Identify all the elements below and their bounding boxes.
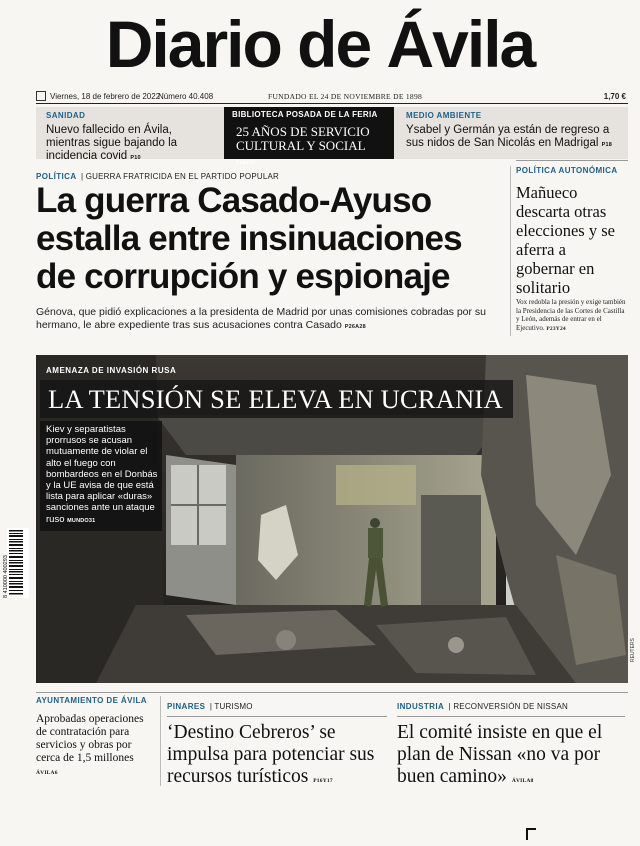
promo-biblioteca[interactable]: [224, 107, 394, 166]
page-ref: ÁVILA6: [36, 770, 58, 776]
side-body: [516, 298, 628, 333]
bottom-tag: INDUSTRIA: [397, 702, 445, 711]
barcode: [7, 528, 29, 598]
bottom-headline: El comité insiste en que el plan de Nissan «no va por buen camino»: [397, 722, 603, 787]
lead-summary: [36, 306, 496, 334]
divider: [167, 716, 387, 717]
photo-caption-text: Kiev y separatistas prorrusos se acusan mutuamente de violar el alto el fuego con bombardeos en el Donbás y la UE avisa de que está lista para aplicar «duras» sanciones ante un ataque ruso: [46, 424, 158, 525]
corner-mark-icon: [526, 828, 536, 840]
lead-subtag: GUERRA FRATRICIDA EN EL PARTIDO POPULAR: [85, 172, 280, 181]
page-ref: P10: [130, 155, 141, 161]
side-headline[interactable]: Mañueco descarta otras elecciones y se aferra a gobernar en solitario: [516, 183, 615, 297]
photo-title[interactable]: LA TENSIÓN SE ELEVA EN UCRANIA: [40, 380, 513, 418]
headline-line: La guerra Casado-Ayuso: [36, 181, 432, 220]
headline-line: estalla entre insinuaciones: [36, 219, 462, 258]
bottom-tag: PINARES: [167, 702, 206, 711]
page-ref: P26A28: [344, 324, 366, 330]
promo-text: 25 AÑOS DE SERVICIO CULTURAL Y SOCIAL: [236, 124, 370, 153]
teaser-sanidad[interactable]: [46, 111, 216, 165]
lead-summary-text: Génova, que pidió explicaciones a la presidenta de Madrid por unas comisiones cobradas por su hermano, le abre expediente tras sus acusaciones contra Casado: [36, 306, 487, 331]
bottom-text: Aprobadas operaciones de contratación para servicios y obras por cerca de 1,5 millones: [36, 713, 144, 764]
teaser-tag: MEDIO AMBIENTE: [406, 111, 482, 120]
divider: [36, 103, 628, 104]
page-ref: P23Y24: [546, 325, 566, 332]
side-body-text: Vox redobla la presión y exige también la Presidencia de las Cortes de Castilla y León, además de entrar en el Ejecutivo.: [516, 298, 626, 332]
founded-line: FUNDADO EL 24 DE NOVIEMBRE DE 1898: [268, 92, 423, 101]
house-icon: [36, 91, 46, 101]
bottom-subtag: TURISMO: [214, 702, 253, 711]
bottom-story-right[interactable]: INDUSTRIA | RECONVERSIÓN DE NISSAN El comité insiste en que el plan de Nissan «no va por buen camino» ÁVILA8: [397, 696, 625, 792]
price: 1,70 €: [603, 92, 626, 101]
dateline: [36, 91, 628, 102]
issue-number: Número 40.408: [158, 92, 214, 101]
masthead-title: Diario de Ávila: [105, 7, 535, 81]
divider: [36, 692, 628, 693]
page-ref: MUNDO31: [67, 517, 96, 524]
teaser-text: Ysabel y Germán ya están de regreso a sus nidos de San Nicolás en Madrigal: [406, 124, 610, 149]
bottom-headline: ‘Destino Cebreros’ se impulsa para potenciar sus recursos turísticos: [167, 722, 375, 787]
lead-kicker: POLÍTICA | GUERRA FRATRICIDA EN EL PARTIDO POPULAR: [36, 172, 280, 181]
page-ref: P16Y17: [313, 778, 333, 784]
lead-headline[interactable]: [36, 182, 511, 296]
bottom-tag: AYUNTAMIENTO DE ÁVILA: [36, 696, 147, 705]
teaser-tag: SANIDAD: [46, 111, 86, 120]
headline-line: de corrupción y espionaje: [36, 257, 450, 296]
photo-kicker: AMENAZA DE INVASIÓN RUSA: [46, 366, 177, 375]
barcode-number: 8 410000 400293: [3, 555, 9, 598]
barcode-icon: [7, 528, 29, 598]
page-ref: P14Y15: [236, 160, 256, 166]
lead-tag: POLÍTICA: [36, 172, 77, 181]
page-ref: P18: [601, 142, 613, 148]
photo-caption: [40, 421, 162, 531]
divider: [516, 160, 628, 161]
bottom-subtag: RECONVERSIÓN DE NISSAN: [453, 702, 568, 711]
bottom-story-center[interactable]: PINARES | TURISMO ‘Destino Cebreros’ se impulsa para potenciar sus recursos turísticos P16Y17: [167, 696, 387, 792]
side-tag: POLÍTICA AUTONÓMICA: [516, 166, 618, 175]
photo-credit: REUTERS: [630, 638, 636, 662]
bottom-story-left[interactable]: [36, 696, 154, 780]
promo-tag: BIBLIOTECA POSADA DE LA FERIA: [232, 110, 378, 119]
issue-date: Viernes, 18 de febrero de 2022: [50, 92, 161, 101]
divider: [397, 716, 625, 717]
column-divider: [510, 166, 511, 336]
teaser-text: Nuevo fallecido en Ávila, mientras sigue bajando la incidencia covid: [46, 124, 178, 162]
column-divider: [160, 696, 161, 786]
page-ref: ÁVILA8: [511, 778, 534, 784]
teaser-medio-ambiente[interactable]: [406, 111, 624, 152]
